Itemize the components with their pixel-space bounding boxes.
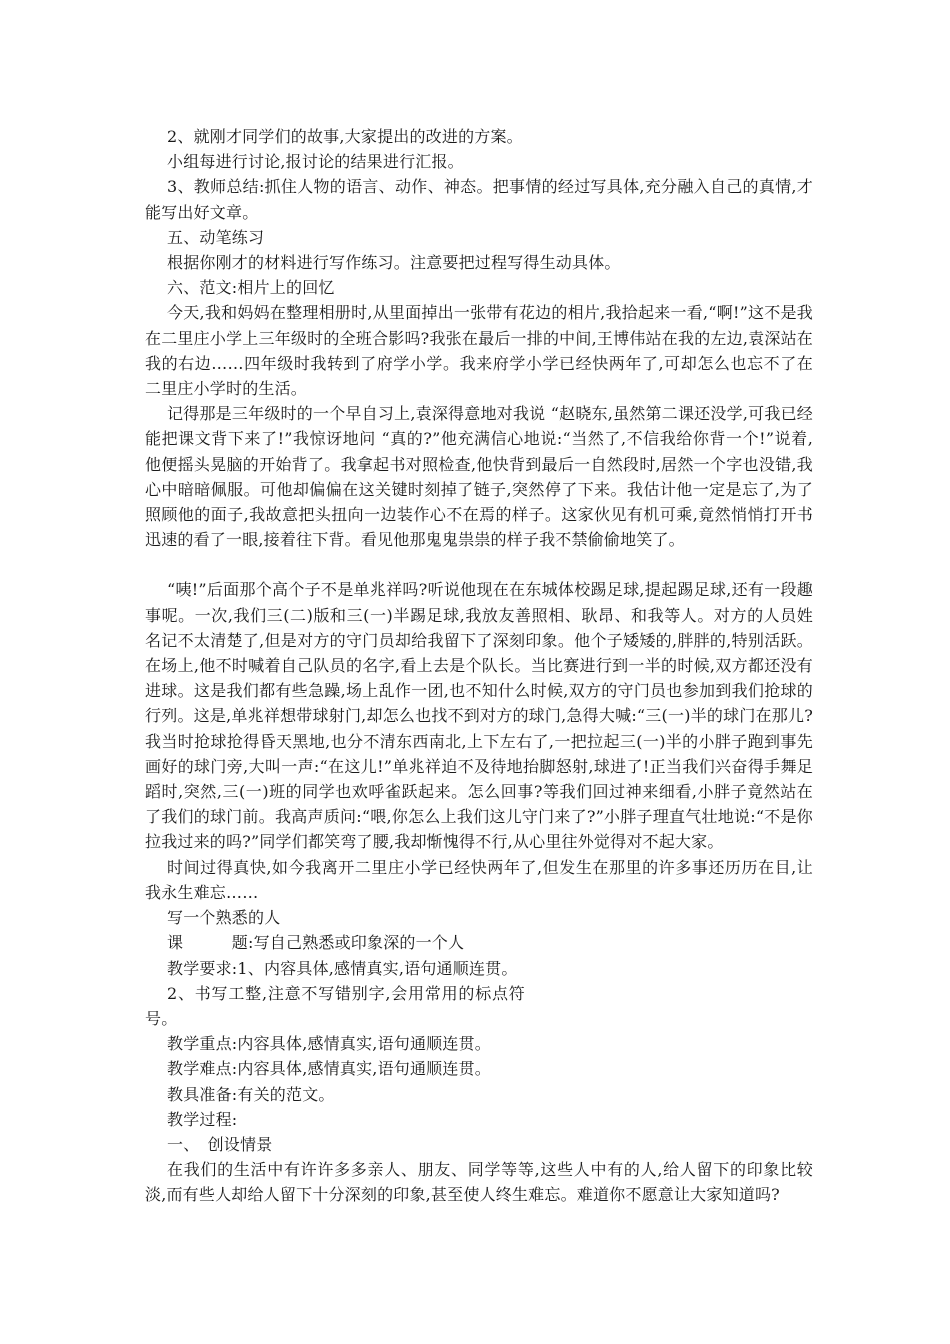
paragraph: 2、就刚才同学们的故事,大家提出的改进的方案。 <box>167 127 523 146</box>
paragraph: 记得那是三年级时的一个早自习上,袁深得意地对我说 “赵晓东,虽然第二课还没学,可我已经能把课文背下来了!”我惊讶地问 “真的?”他充满信心地说:“当然了,不信我给你背一个!”说着,他便摇头晃脑的开始背了。我拿起书对照检查,他快背到最后一自然段时,居然一个字也没错,我心中暗暗佩服。可他却偏偏在这关键时刻掉了链子,突然停了下来。我估计他一定是忘了,为了照顾他的面子,我故意把头扭向一边装作心不在焉的样子。这家伙见有机可乘,竟然悄悄打开书迅速的看了一眼,接着往下背。看见他那鬼鬼祟祟的样子我不禁偷偷地笑了。 <box>145 404 813 550</box>
teaching-process: 教学过程: <box>167 1109 238 1129</box>
paragraph: “咦!”后面那个高个子不是单兆祥吗?听说他现在在东城体校踢足球,提起踢足球,还有一段趣事呢。一次,我们三(二)版和三(一)半踢足球,我放友善照相、耿昂、和我等人。对方的人员姓名记不太清楚了,但是对方的守门员却给我留下了深刻印象。他个子矮矮的,胖胖的,特别活跃。在场上,他不时喊着自己队员的名字,看上去是个队长。当比赛进行到一半的时候,双方都还没有进球。这是我们都有些急躁,场上乱作一团,也不知什么时候,双方的守门员也参加到我们抢球的行列。这是,单兆祥想带球射门,却怎么也找不到对方的球门,急得大喊:“三(一)半的球门在那儿?我当时抢球抢得昏天黑地,也分不清东西南北,上下左右了,一把拉起三(一)半的小胖子跑到事先画好的球门旁,大叫一声:“在这儿!”单兆祥迫不及待地抬脚怒射,球进了!正当我们兴奋得手舞足蹈时,突然,三(一)班的同学也欢呼雀跃起来。怎么回事?等我们回过神来细看,小胖子竟然站在了我们的球门前。我高声质问:“喂,你怎么上我们这儿守门来了?”小胖子理直气壮地说:“不是你拉我过来的吗?”同学们都笑弯了腰,我却惭愧得不行,从心里往外觉得对不起大家。 <box>145 580 813 852</box>
teaching-materials: 教具准备:有关的范文。 <box>167 1084 335 1104</box>
blank-line <box>145 552 813 577</box>
section-heading: 五、动笔练习 <box>167 227 265 247</box>
teaching-requirement: 教学要求:1、内容具体,感情真实,语句通顺连贯。 <box>167 958 518 978</box>
paragraph: 小组每进行讨论,报讨论的结果进行汇报。 <box>167 152 464 172</box>
paragraph: 在我们的生活中有许许多多亲人、朋友、同学等等,这些人中有的人,给人留下的印象比较淡,而有些人却给人留下十分深刻的印象,甚至使人终生难忘。难道你不愿意让大家知道吗? <box>145 1160 813 1205</box>
section-heading: 写一个熟悉的人 <box>167 908 281 928</box>
paragraph: 根据你刚才的材料进行写作练习。注意要把过程写得生动具体。 <box>167 253 621 273</box>
section-heading: 六、范文:相片上的回忆 <box>167 278 335 298</box>
document-body <box>145 124 813 1208</box>
teaching-focus: 教学重点:内容具体,感情真实,语句通顺连贯。 <box>167 1034 491 1054</box>
teaching-requirement: 2、书写工整,注意不写错别字,会用常用的标点符号。 <box>145 983 525 1028</box>
paragraph: 3、教师总结:抓住人物的语言、动作、神态。把事情的经过写具体,充分融入自己的真情,才能写出好文章。 <box>145 177 813 222</box>
paragraph: 今天,我和妈妈在整理相册时,从里面掉出一张带有花边的相片,我拾起来一看,“啊!”这不是我在二里庄小学上三年级时的全班合影吗?我张在最后一排的中间,王博伟站在我的左边,袁深站在我的右边……四年级时我转到了府学小学。我来府学小学已经快两年了,可却怎么也忘不了在二里庄小学时的生活。 <box>145 303 813 399</box>
paragraph: 时间过得真快,如今我离开二里庄小学已经快两年了,但发生在那里的许多事还历历在目,让我永生难忘…… <box>145 857 813 902</box>
teaching-difficulty: 教学难点:内容具体,感情真实,语句通顺连贯。 <box>167 1059 491 1079</box>
lesson-topic: 课 题:写自己熟悉或印象深的一个人 <box>167 933 465 953</box>
section-heading: 一、 创设情景 <box>167 1134 273 1154</box>
